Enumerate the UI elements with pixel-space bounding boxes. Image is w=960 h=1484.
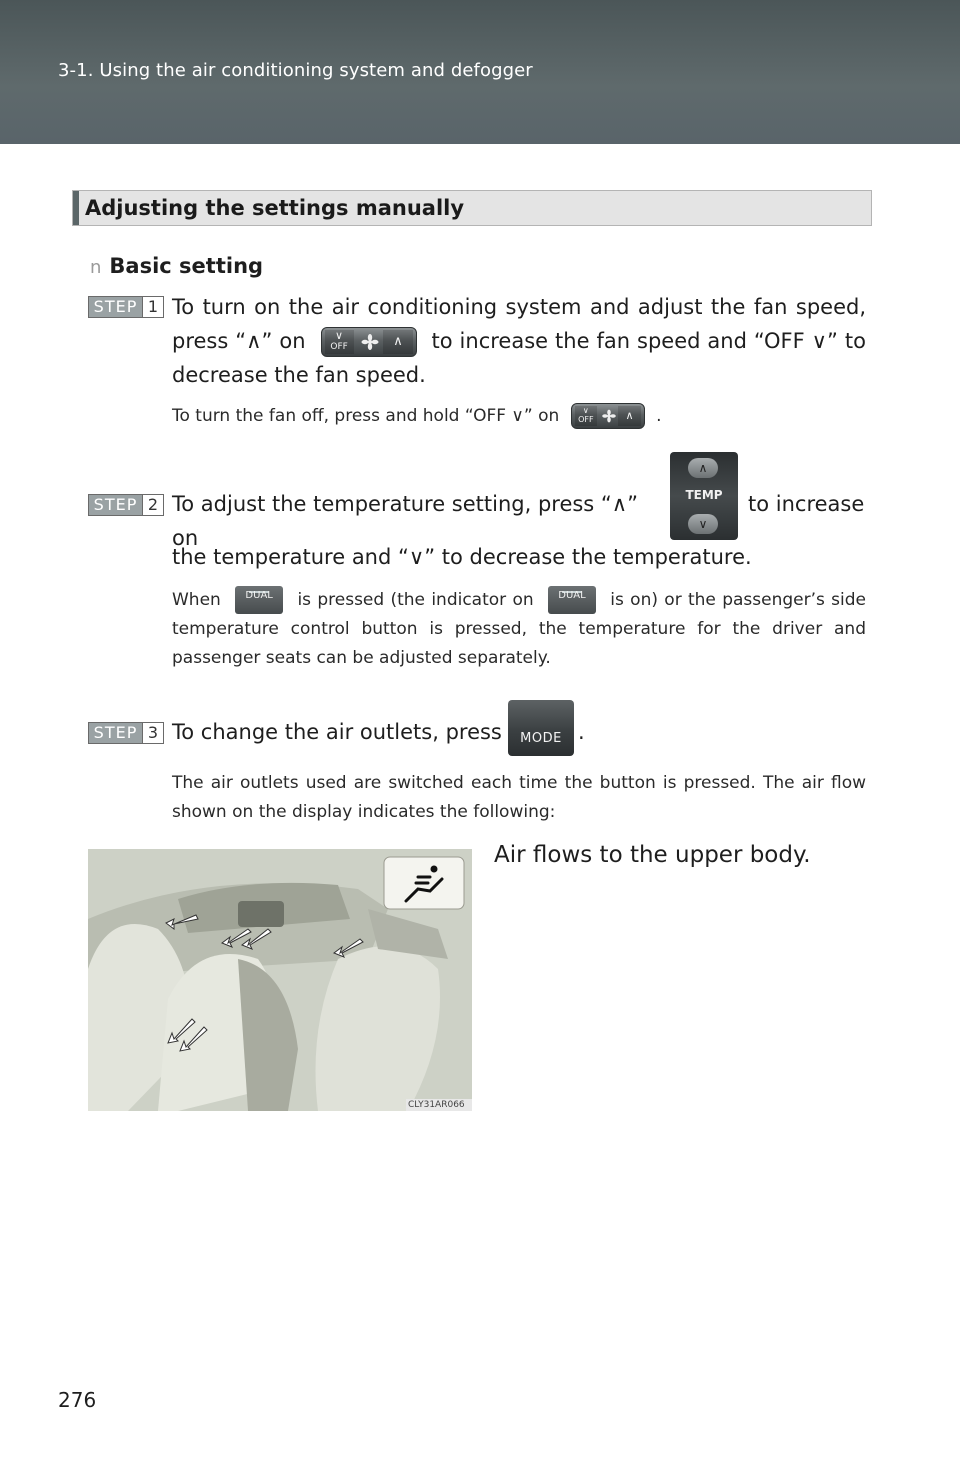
subheading-text: Basic setting [109,254,264,278]
step-1-note-a: To turn the fan off, press and hold “OFF ∨” on [172,406,560,426]
step-3-text-a: To change the air outlets, press [172,720,502,744]
temp-control [670,452,738,540]
step-1-badge [88,296,164,318]
step-2-text-c: the temperature and “∨” to decrease the temperature. [172,545,752,569]
fan-icon [360,334,380,350]
step-1-text-a: To turn on the air conditioning system and adjust the fan speed, press “∧” on [172,295,866,353]
fan-off-label: OFF [330,342,348,352]
step-1-note-b: . [656,406,662,426]
step-number: 2 [142,495,163,515]
step-2-text-a: To adjust the temperature setting, press “∧” on [172,492,639,550]
fan-up-chevron-small-icon: ∧ [618,406,640,426]
step-word: STEP [93,723,138,742]
fan-up-chevron-icon: ∧ [383,330,412,354]
cabin-interior-drawing [88,849,472,1111]
mode-button [508,700,574,756]
figure-caption: Air flows to the upper body. [494,842,811,868]
page-number: 276 [58,1388,97,1412]
section-title: Adjusting the settings manually [85,196,465,220]
step-1-text [172,290,866,392]
fan-down-segment [325,330,354,354]
step-number: 1 [142,297,163,317]
step-2-note-c: is on) or the passenger’s side temperature control button is pressed, the temperature for the driver and passenger seats can be adjusted separately. [172,590,866,668]
fan-down-chevron-small-icon: ∨ [582,406,589,415]
fan-icon-small [601,409,617,423]
bullet-marker: n [90,257,102,278]
dual-button-indicator [548,586,596,614]
step-2-note [172,586,866,673]
step-1-text-b: to increase the fan speed and “OFF ∨” to decrease the fan speed. [172,329,866,387]
step-3-badge [88,722,164,744]
cabin-airflow-illustration [88,849,472,1111]
temp-up-chevron-icon: ∧ [688,458,718,478]
fan-down-chevron-icon: ∨ [335,329,344,342]
step-2-note-b: is pressed (the indicator on [297,590,534,610]
section-accent [73,191,79,225]
section-heading-bar [72,190,872,226]
step-number: 3 [142,723,163,743]
dual-label-2: DUAL [558,590,586,601]
dual-button [235,586,283,614]
step-3-note: The air outlets used are switched each time the button is pressed. The air flow shown on the display indicates the following: [172,773,866,822]
step-word: STEP [93,297,138,316]
page-header [0,0,960,144]
fan-speed-control [321,327,417,357]
temp-label: TEMP [685,488,723,502]
step-2-badge [88,494,164,516]
subheading [90,254,263,278]
fan-speed-control-small [571,403,645,429]
step-2-note-a: When [172,590,221,610]
mode-label: MODE [520,731,562,746]
step-word: STEP [93,495,138,514]
fan-down-segment-small [575,406,597,426]
step-1-note [172,402,866,431]
fan-off-label-small: OFF [578,415,594,424]
step-3-text-b: . [578,720,585,744]
figure-code: CLY31AR066 [408,1100,465,1110]
header-section-title: 3-1. Using the air conditioning system and defogger [58,60,533,81]
dual-label: DUAL [245,590,273,601]
temp-down-chevron-icon: ∨ [688,514,718,534]
step-2-text-b: to increase [748,492,865,516]
